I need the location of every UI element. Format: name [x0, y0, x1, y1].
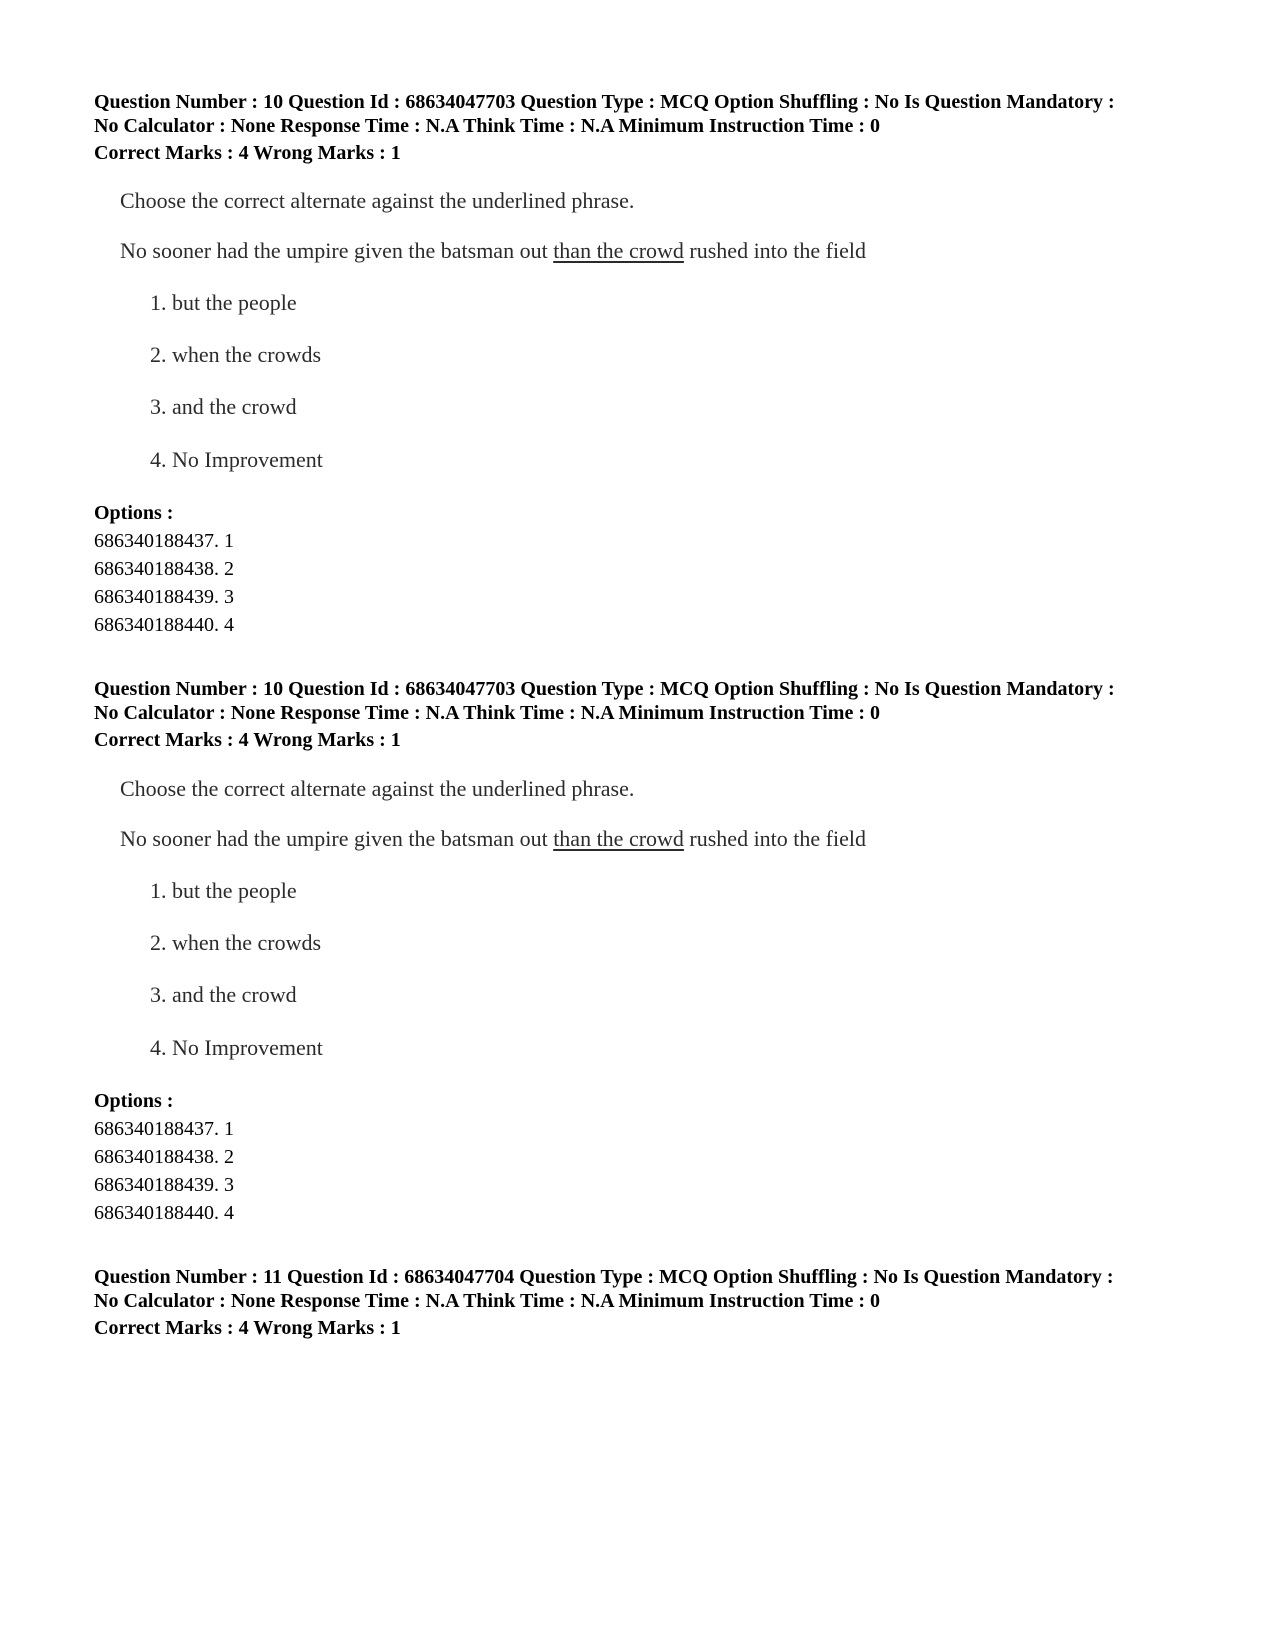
sentence-text: No sooner had the umpire given the batsman out	[120, 238, 554, 263]
question-meta-line-1: Question Number : 11 Question Id : 68634047704 Question Type : MCQ Option Shuffling : No Is Question Mandatory :	[94, 1266, 1114, 1288]
question-meta	[94, 1265, 1214, 1313]
question-sentence	[120, 238, 866, 264]
sentence-text: rushed into the field	[683, 238, 866, 263]
option-id: 686340188438. 2	[94, 1146, 234, 1168]
sentence-text: No sooner had the umpire given the batsman out	[120, 826, 554, 851]
underlined-phrase: than the crowd	[553, 826, 684, 851]
answer-choice: 4. No Improvement	[150, 447, 323, 472]
question-meta-line-1: Question Number : 10 Question Id : 68634047703 Question Type : MCQ Option Shuffling : No Is Question Mandatory :	[94, 91, 1115, 113]
option-id: 686340188439. 3	[94, 1174, 234, 1196]
question-meta-line-1: Question Number : 10 Question Id : 68634047703 Question Type : MCQ Option Shuffling : No Is Question Mandatory :	[94, 678, 1115, 700]
answer-choice: 2. when the crowds	[150, 342, 322, 367]
question-marks: Correct Marks : 4 Wrong Marks : 1	[94, 729, 401, 751]
option-id: 686340188439. 3	[94, 586, 234, 608]
answer-choice: 2. when the crowds	[150, 930, 322, 955]
sentence-text: rushed into the field	[683, 826, 866, 851]
question-meta-line-2: No Calculator : None Response Time : N.A Think Time : N.A Minimum Instruction Time : 0	[94, 115, 880, 137]
question-marks: Correct Marks : 4 Wrong Marks : 1	[94, 142, 401, 164]
answer-choice: 1. but the people	[150, 878, 297, 903]
question-instruction: Choose the correct alternate against the underlined phrase.	[120, 776, 635, 801]
question-meta	[94, 90, 1214, 138]
option-id: 686340188438. 2	[94, 558, 234, 580]
question-marks: Correct Marks : 4 Wrong Marks : 1	[94, 1317, 401, 1339]
options-label: Options :	[94, 1090, 174, 1112]
answer-choice: 3. and the crowd	[150, 982, 297, 1007]
question-sentence	[120, 826, 866, 852]
question-meta-line-2: No Calculator : None Response Time : N.A Think Time : N.A Minimum Instruction Time : 0	[94, 702, 880, 724]
underlined-phrase: than the crowd	[553, 238, 684, 263]
question-meta-line-2: No Calculator : None Response Time : N.A Think Time : N.A Minimum Instruction Time : 0	[94, 1290, 880, 1312]
answer-choice: 3. and the crowd	[150, 394, 297, 419]
question-meta	[94, 677, 1214, 725]
question-instruction: Choose the correct alternate against the underlined phrase.	[120, 188, 635, 213]
option-id: 686340188440. 4	[94, 614, 234, 636]
option-id: 686340188437. 1	[94, 1118, 234, 1140]
answer-choice: 1. but the people	[150, 290, 297, 315]
option-id: 686340188437. 1	[94, 530, 234, 552]
options-label: Options :	[94, 502, 174, 524]
option-id: 686340188440. 4	[94, 1202, 234, 1224]
answer-choice: 4. No Improvement	[150, 1035, 323, 1060]
